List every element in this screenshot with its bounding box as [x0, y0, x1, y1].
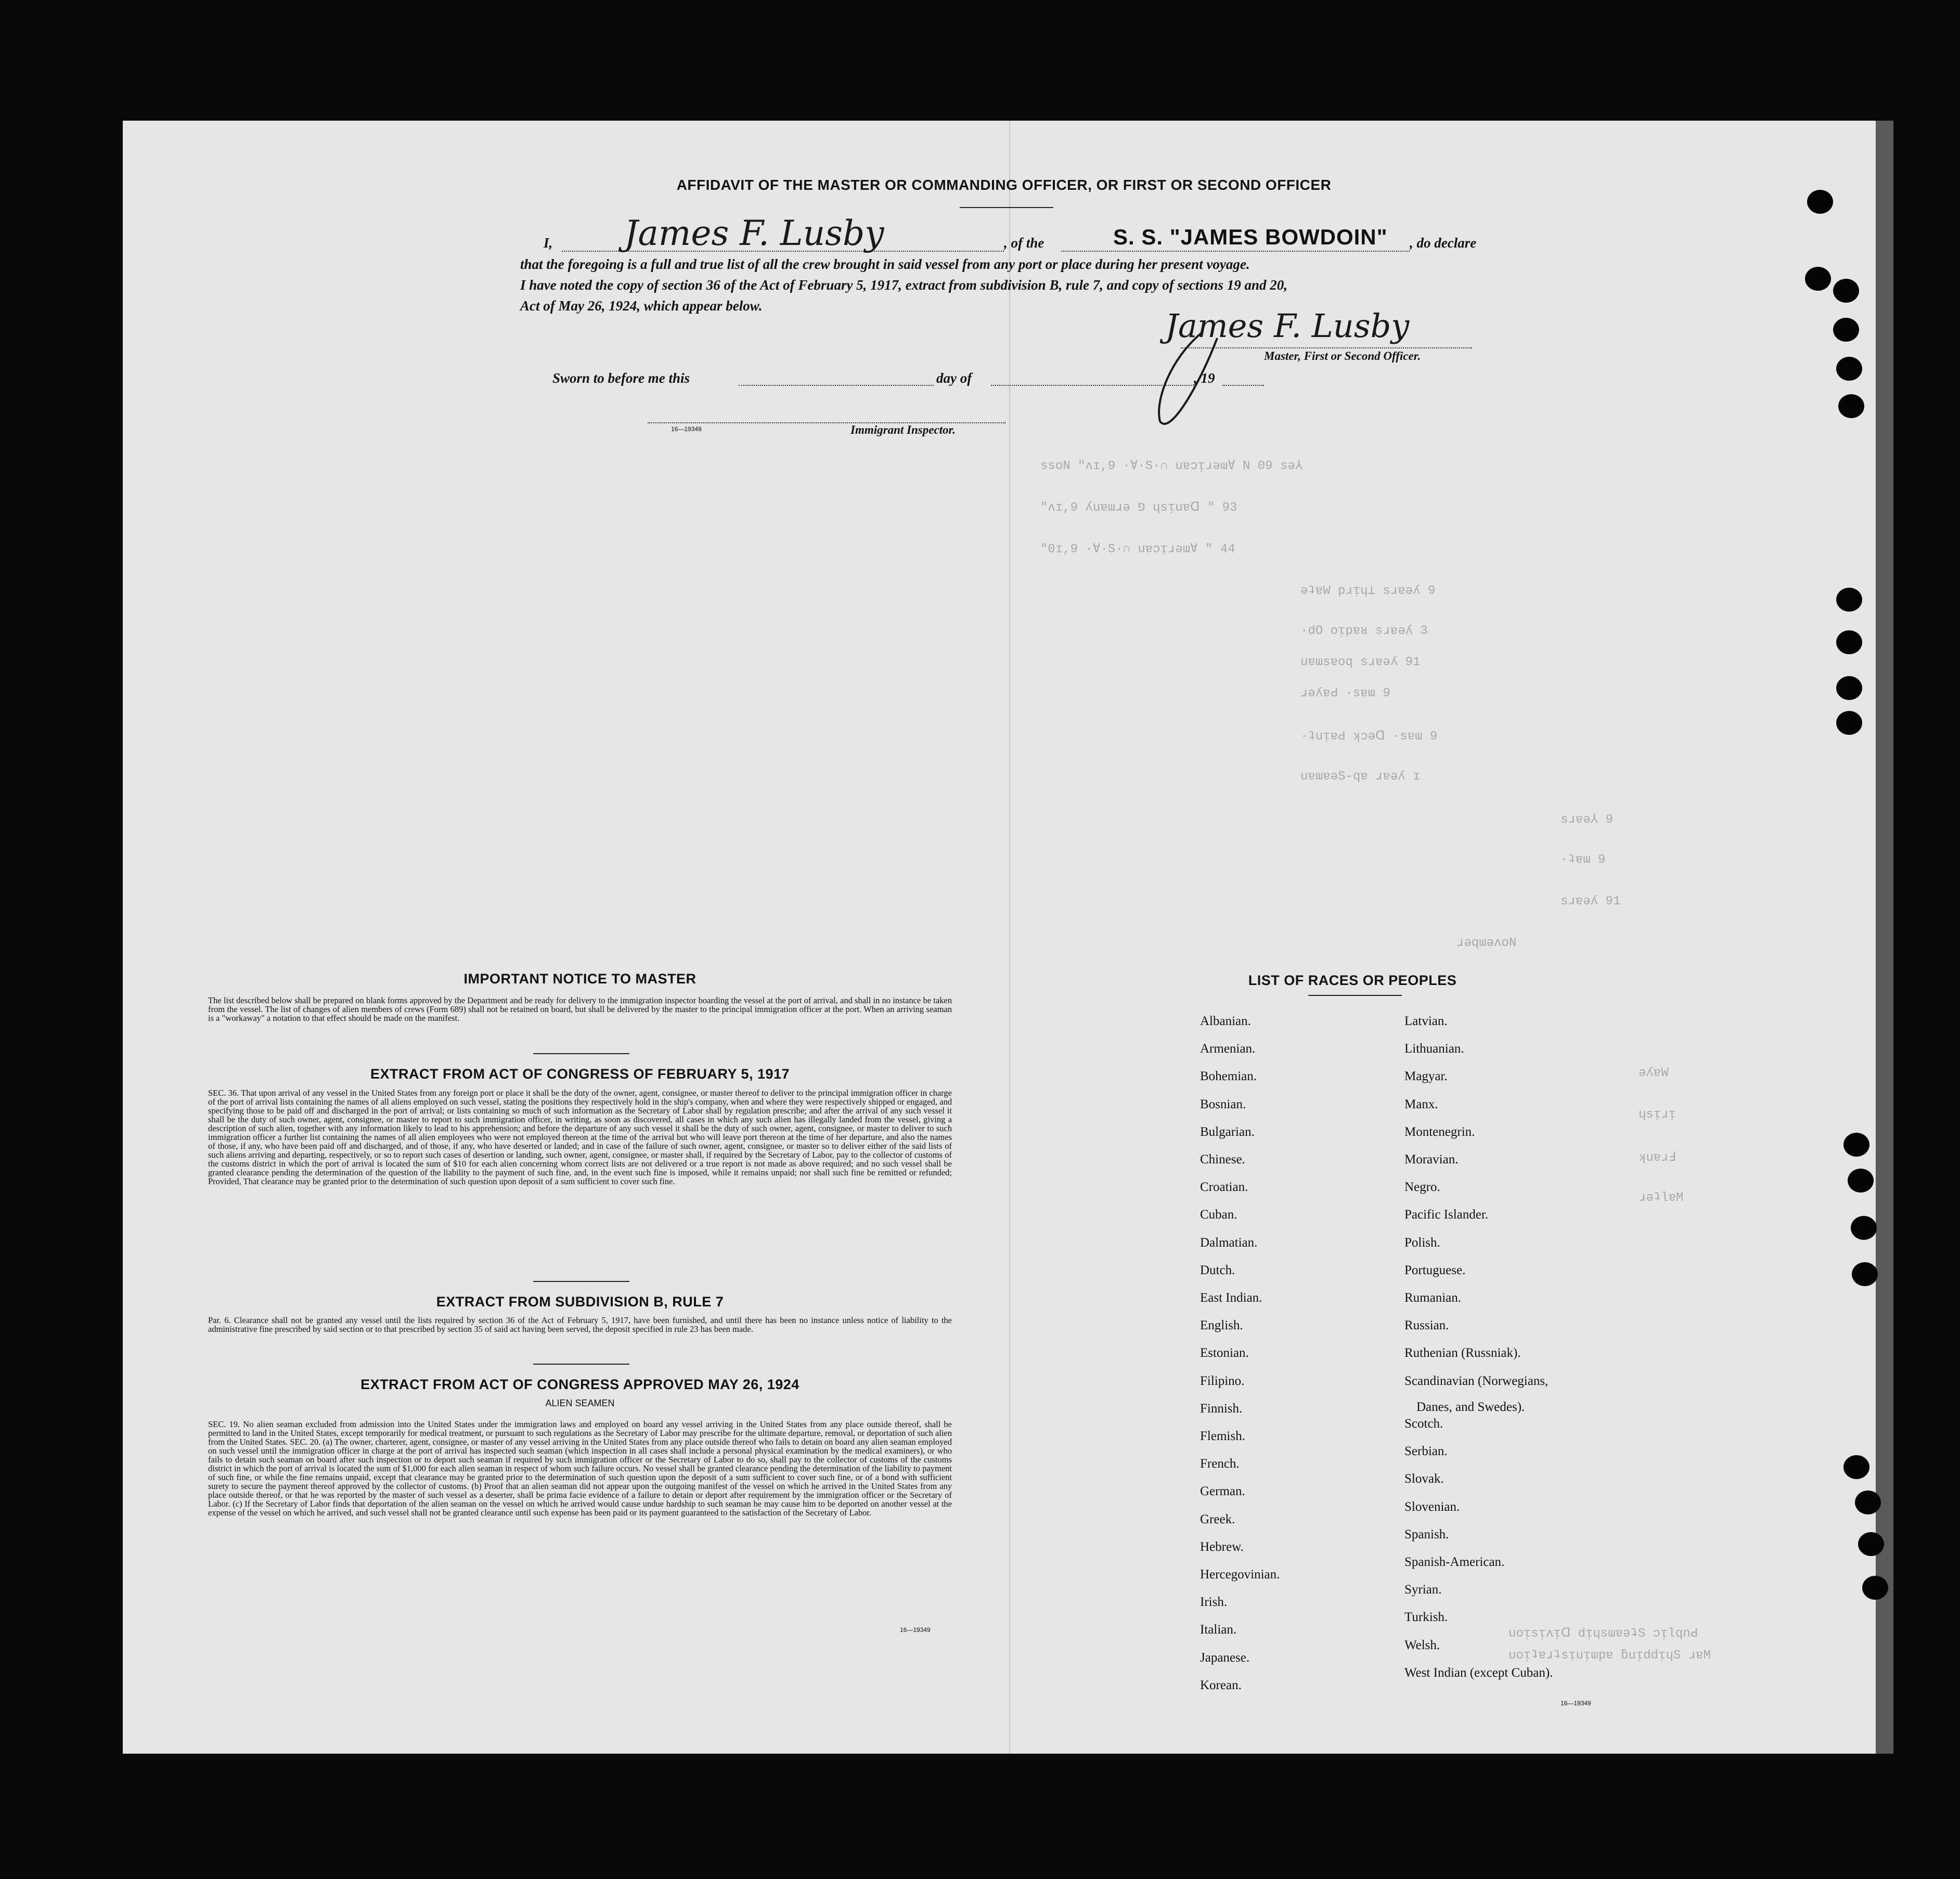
race-item: Portuguese. — [1404, 1263, 1466, 1277]
affidavit-line-3: Act of May 26, 1924, which appear below. — [520, 298, 763, 314]
extract-rule7-text: Par. 6. Clearance shall not be granted any vessel until the lists required by section 36 of the Act of February 5, 1917, have been furnished, and until there has been no instance unless notice of liability to the administrative fine prescribed by said section or to that prescribed by section 35 of said act having been served, the deposit specified in rule 23 has been made. — [208, 1315, 952, 1334]
punch-hole — [1836, 676, 1862, 700]
affidavit-line-2: I have noted the copy of section 36 of the Act of February 5, 1917, extract from subdivision B, rule 7, and copy of sections 19 and 20, — [520, 277, 1287, 293]
inspector-label: Immigrant Inspector. — [850, 423, 956, 436]
affidavit-title: AFFIDAVIT OF THE MASTER OR COMMANDING OFFICER, OR FIRST OR SECOND OFFICER — [676, 177, 1332, 193]
race-item: Dalmatian. — [1200, 1235, 1258, 1250]
punch-hole — [1848, 1169, 1874, 1193]
race-item: Ruthenian (Russniak). — [1404, 1346, 1521, 1360]
sworn-label: Sworn to before me this — [552, 370, 690, 386]
race-item: Lithuanian. — [1404, 1042, 1464, 1056]
race-item: Greek. — [1200, 1512, 1235, 1526]
year-prefix: , 19 — [1194, 370, 1215, 386]
punch-hole — [1836, 630, 1862, 654]
punch-hole — [1852, 1262, 1878, 1286]
race-item: Slovak. — [1404, 1472, 1444, 1486]
punch-hole — [1833, 279, 1859, 303]
divider — [533, 1053, 629, 1054]
race-item: Scandinavian (Norwegians, — [1404, 1373, 1549, 1388]
race-item: Chinese. — [1200, 1152, 1245, 1167]
race-item: Turkish. — [1404, 1610, 1448, 1625]
race-item: Flemish. — [1200, 1429, 1245, 1443]
race-item: Croatian. — [1200, 1180, 1248, 1195]
master-signature: James F. Lusby — [1165, 307, 1410, 345]
race-item: Irish. — [1200, 1595, 1228, 1610]
form-number: 16—19349 — [1561, 1700, 1591, 1707]
race-item: Russian. — [1404, 1318, 1449, 1333]
punch-hole — [1807, 190, 1833, 214]
race-item: Serbian. — [1404, 1444, 1448, 1459]
punch-hole — [1843, 1455, 1869, 1479]
race-item: Scotch. — [1404, 1417, 1443, 1431]
race-item: Japanese. — [1200, 1650, 1250, 1665]
race-item: Latvian. — [1404, 1014, 1448, 1028]
race-item: Syrian. — [1404, 1583, 1442, 1597]
race-item: Korean. — [1200, 1678, 1242, 1692]
day-of-label: day of — [936, 370, 972, 386]
race-item: Hebrew. — [1200, 1539, 1244, 1554]
race-item: Montenegrin. — [1404, 1124, 1475, 1139]
vessel-name: S. S. "JAMES BOWDOIN" — [1113, 225, 1388, 249]
divider — [960, 207, 1053, 208]
race-item: Magyar. — [1404, 1069, 1448, 1084]
race-item: Moravian. — [1404, 1152, 1459, 1167]
extract-1924-text: SEC. 19. No alien seaman excluded from admission into the United States under the immigration laws and employed on board any vessel arriving in the United States from any place outside thereof, shall be permitted to land in the United States, except temporarily for medical treatment, or pursuant to such regulations as the Secretary of Labor may prescribe for the ultimate departure, removal, or deportation of such alien from the United States. SEC. 20. (a) The owner, charterer, agent, consignee, or master of any vessel arriving in the United States from any place outside thereof who fails to detain on board any alien seaman employed on such vessel until the immigration officer in charge at the port of arrival has inspected such seaman (which inspection in all cases shall include a personal physical examination by the medical examiners), or who fails to detain such seaman on board after such inspection or to deport such seaman if required by such immigration officer or the Secretary of Labor to do so, shall pay to the collector of customs of the customs district in which the port of arrival is located the sum of $1,000 for each alien seaman in respect of whom such failure occurs. No vessel shall be granted clearance pending the determination of the liability to payment of such fine, or while the fine remains unpaid, except that clearance may be granted prior to the determination of such question upon the deposit of a sum sufficient to cover such fine, or of a bond with sufficient surety to secure the payment thereof approved by the collector of customs. (b) Proof that an alien seaman did not appear upon the outgoing manifest of the vessel on which he arrived in the United States from any place outside thereof, or that he was reported by the master of such vessel as a deserter, shall be prima facie evidence of a failure to detain or deport after requirement by the immigration officer or the Secretary of Labor. (c) If the Secretary of Labor finds that deportation of the alien seaman on the vessel on which he arrived would cause undue hardship to such seaman he may cause him to be deported on another vessel at the expense of the vessel on which he arrived, and such vessel shall not be granted clearance until such expense has been paid or its payment guaranteed to the satisfaction of the Secretary of Labor. — [208, 1419, 952, 1518]
punch-hole — [1855, 1491, 1881, 1514]
races-title: LIST OF RACES OR PEOPLES — [1248, 973, 1457, 988]
alien-seamen-subtitle: ALIEN SEAMEN — [545, 1398, 615, 1408]
punch-hole — [1805, 267, 1831, 291]
affidavit-i-label: I, — [544, 235, 553, 251]
race-item: Armenian. — [1200, 1042, 1256, 1056]
form-number: 16—19349 — [671, 425, 702, 433]
race-item: Albanian. — [1200, 1014, 1251, 1028]
race-item: Filipino. — [1200, 1373, 1245, 1388]
signature-flourish — [1139, 317, 1243, 432]
race-item: Negro. — [1404, 1180, 1440, 1195]
race-item: Danes, and Swedes). — [1416, 1400, 1525, 1414]
race-item: Rumanian. — [1404, 1291, 1462, 1305]
divider — [1308, 995, 1402, 996]
extract-1917-text: SEC. 36. That upon arrival of any vessel in the United States from any foreign port or place it shall be the duty of the owner, agent, consignee, or master thereof to deliver to the principal immigration officer in charge of the port of arrival lists containing the names of all aliens employed on such vessel, stating the positions they respectively hold in the ship's company, when and where they were respectively shipped or engaged, and specifying those to be paid off and discharged in the port of arrival; or lists containing so much of such information as the Secretary of Labor shall by regulation prescribe; and after the arrival of any such vessel it shall be the duty of such owner, agent, consignee, or master to report to such immigration officer, in writing, as soon as discovered, all cases in which any such alien has illegally landed from the vessel, giving a description of such alien, together with any information likely to lead to his apprehension; and before the departure of any such vessel it shall be the duty of such owner, agent, consignee, or master to deliver to such immigration officer a further list containing the names of all alien employees who were not employed thereon at the time of the arrival but who will leave port thereon at the time of her departure, and also the names of those, if any, who have been paid off and discharged, and of those, if any, who have deserted or landed; and in case of the failure of such owner, agent, consignee, or master so to deliver either of the said lists of such aliens arriving and departing, respectively, or so to report such cases of desertion or landing, such owner, agent, consignee, or master shall, if required by the Secretary of Labor, pay to the collector of customs of the customs district in which the port of arrival is located the sum of $10 for each alien concerning whom correct lists are not delivered or a true report is not made as above required; and no such vessel shall be granted clearance pending the determination of the question of the liability to the payment of such fine, and, in the event such fine is imposed, while it remains unpaid; nor shall such fine be remitted or refunded; Provided, That clearance may be granted prior to the determination of such question upon deposit of a sum sufficient to cover such fine. — [208, 1088, 952, 1186]
of-the-label: , of the — [1004, 235, 1045, 251]
punch-hole — [1836, 357, 1862, 381]
race-item: East Indian. — [1200, 1291, 1262, 1305]
divider — [533, 1364, 629, 1365]
race-item: Italian. — [1200, 1623, 1237, 1637]
extract-1917-title: EXTRACT FROM ACT OF CONGRESS OF FEBRUARY 5, 1917 — [370, 1066, 790, 1082]
affidavit-line-1: that the foregoing is a full and true list of all the crew brought in said vessel from any port or place during her present voyage. — [520, 256, 1250, 272]
race-item: West Indian (except Cuban). — [1404, 1665, 1553, 1680]
vessel-line — [1061, 251, 1410, 252]
master-label: Master, First or Second Officer. — [1264, 349, 1421, 362]
race-item: Pacific Islander. — [1404, 1208, 1489, 1222]
race-item: Finnish. — [1200, 1401, 1243, 1416]
sworn-month-line — [991, 385, 1194, 386]
race-item: Slovenian. — [1404, 1499, 1460, 1514]
race-item: Hercegovinian. — [1200, 1567, 1280, 1582]
race-item: Spanish. — [1404, 1527, 1449, 1541]
punch-hole — [1836, 588, 1862, 612]
race-item: Polish. — [1404, 1235, 1440, 1250]
race-item: Estonian. — [1200, 1346, 1249, 1360]
officer-name-signature: James F. Lusby — [624, 213, 884, 253]
extract-1924-title: EXTRACT FROM ACT OF CONGRESS APPROVED MAY 26, 1924 — [360, 1377, 800, 1392]
punch-hole — [1836, 711, 1862, 735]
sworn-year-line — [1222, 385, 1264, 386]
race-item: Bohemian. — [1200, 1069, 1257, 1084]
punch-hole — [1838, 394, 1864, 418]
sworn-day-line — [739, 385, 934, 386]
race-item: English. — [1200, 1318, 1243, 1333]
punch-hole — [1858, 1532, 1884, 1556]
race-item: Dutch. — [1200, 1263, 1235, 1277]
race-item: Spanish-American. — [1404, 1555, 1505, 1570]
punch-hole — [1862, 1576, 1888, 1600]
master-signature-line — [1181, 347, 1472, 348]
punch-hole — [1843, 1133, 1869, 1157]
race-item: French. — [1200, 1457, 1240, 1471]
do-declare-label: , do declare — [1410, 235, 1477, 251]
notice-title: IMPORTANT NOTICE TO MASTER — [463, 971, 697, 987]
race-item: Bosnian. — [1200, 1097, 1246, 1111]
race-item: Bulgarian. — [1200, 1124, 1255, 1139]
race-item: German. — [1200, 1484, 1245, 1499]
notice-text: The list described below shall be prepared on blank forms approved by the Department and be ready for delivery to the immigration inspector boarding the vessel at the port of arrival, and shall in no instance be taken from the vessel. The list of changes of alien members of crews (Form 689) shall not be retained on board, but shall be delivered by the master to the principal immigration officer at the port. When an arriving seaman is a "workaway" a notation to that effect should be made on the manifest. — [208, 995, 952, 1023]
page-fold — [1009, 121, 1010, 1754]
punch-hole — [1833, 318, 1859, 342]
divider — [533, 1281, 629, 1282]
race-item: Welsh. — [1404, 1638, 1440, 1652]
race-item: Cuban. — [1200, 1208, 1237, 1222]
race-item: Manx. — [1404, 1097, 1438, 1111]
extract-rule7-title: EXTRACT FROM SUBDIVISION B, RULE 7 — [436, 1294, 724, 1310]
form-number: 16—19349 — [900, 1626, 931, 1634]
punch-hole — [1851, 1216, 1877, 1240]
